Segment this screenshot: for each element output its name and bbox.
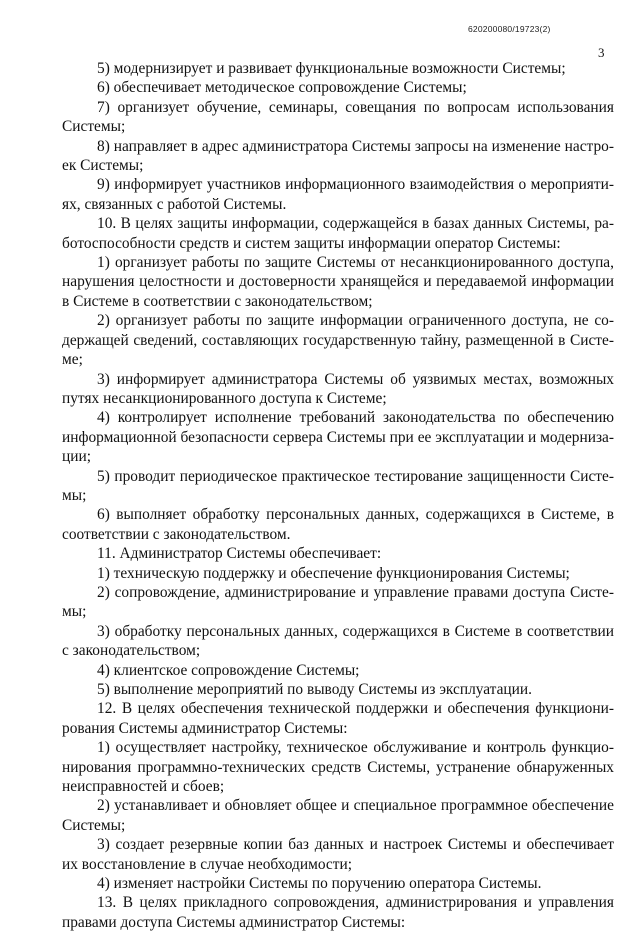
paragraph: 6) обеспечивает методическое сопровождение Системы; — [97, 79, 467, 97]
paragraph: 6) выполняет обработку персональных данных, содержащихся в Системе, в соответствии с законодательством. — [62, 506, 614, 543]
paragraph: 4) изменяет настройки Системы по поручению оператора Системы. — [97, 875, 542, 893]
paragraph: 2) устанавливает и обновляет общее и специальное программное обеспечение Системы; — [62, 797, 614, 834]
paragraph: 7) организует обучение, семинары, совещания по вопросам использования Системы; — [62, 98, 614, 136]
paragraph: 4) контролирует исполнение требований законодательства по обеспечению информационной безопасности сервера Системы при ее эксплуатации и модернизации; — [62, 409, 614, 466]
paragraph: 13. В целях прикладного сопровождения, администрирования и управления правами доступа Системы администратор Системы: — [62, 894, 614, 931]
paragraph: 12. В целях обеспечения технической поддержки и обеспечения функционирования Системы администратор Системы: — [62, 700, 614, 737]
paragraph: 4) клиентское сопровождение Системы; — [97, 661, 360, 679]
paragraph: 3) обработку персональных данных, содержащихся в Системе в соответствии с законодательством; — [62, 622, 614, 660]
paragraph: 1) организует работы по защите Системы от несанкционированного доступа, нарушения целостности и достоверности хранящейся и передаваемой информации в Системе в соответствии с законодательством; — [62, 254, 614, 310]
document-code: 620200080/19723(2) — [468, 24, 551, 34]
document-body — [62, 59, 614, 932]
paragraph: 9) информирует участников информационного взаимодействия о мероприятиях, связанных с работой Системы. — [62, 176, 614, 213]
paragraph: 5) модернизирует и развивает функциональные возможности Системы; — [97, 60, 566, 77]
paragraph: 5) проводит периодическое практическое тестирование защищенности Системы; — [62, 467, 614, 504]
paragraph: 5) выполнение мероприятий по выводу Системы из эксплуатации. — [97, 681, 532, 698]
paragraph: 2) организует работы по защите информации ограниченного доступа, не содержащей сведений, составляющих государственную тайну, размещенной в Системе; — [62, 312, 614, 369]
paragraph: 8) направляет в адрес администратора Системы запросы на изменение настроек Системы; — [62, 137, 614, 175]
paragraph: 1) техническую поддержку и обеспечение функционирования Системы; — [97, 564, 570, 582]
paragraph: 1) осуществляет настройку, техническое обслуживание и контроль функционирования программно-технических средств Системы, устранение обнаруженных неисправностей и сбоев; — [62, 739, 614, 796]
paragraph: 3) информирует администратора Системы об уязвимых местах, возможных путях несанкционированного доступа к Системе; — [62, 370, 614, 407]
paragraph: 2) сопровождение, администрирование и управление правами доступа Системы; — [62, 583, 614, 621]
paragraph: 3) создает резервные копии баз данных и настроек Системы и обеспечивает их восстановление в случае необходимости; — [62, 836, 614, 873]
paragraph: 11. Администратор Системы обеспечивает: — [97, 545, 382, 563]
paragraph: 10. В целях защиты информации, содержащейся в базах данных Системы, работоспособности средств и систем защиты информации оператор Системы: — [62, 215, 614, 252]
page-number: 3 — [598, 45, 605, 60]
